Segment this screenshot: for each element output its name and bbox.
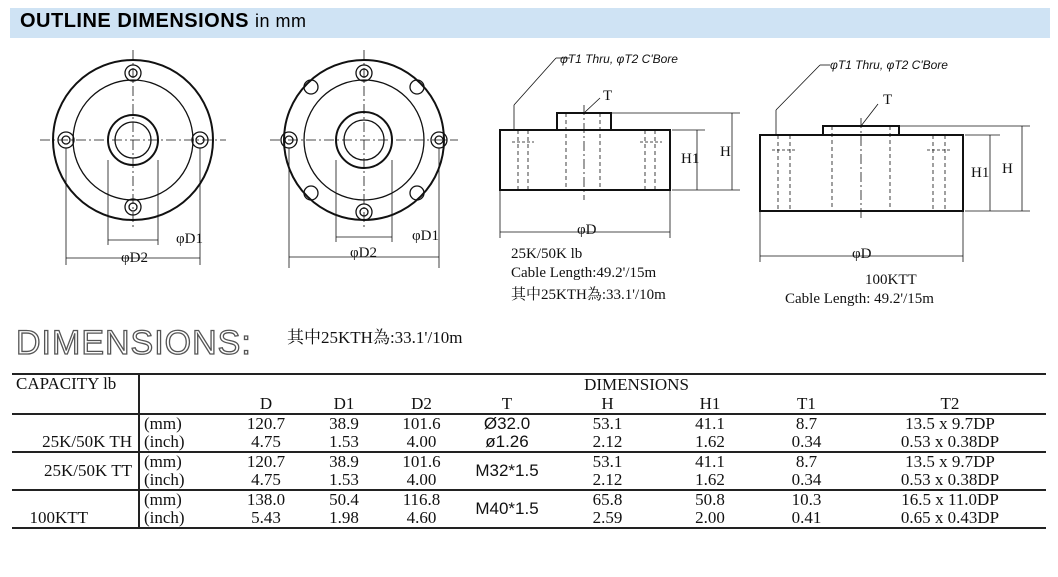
value-cell: 2.12: [592, 432, 623, 451]
model-cell: 100KTT: [12, 490, 139, 528]
value-cell: 10.3: [791, 490, 822, 509]
value-cell: 120.7: [246, 452, 286, 471]
column-header-row: [12, 394, 1046, 414]
h-label: H: [1002, 161, 1013, 177]
h1-label: H1: [681, 151, 700, 167]
value-cell: 4.60: [406, 508, 437, 527]
value-cell: 38.9: [329, 414, 359, 433]
value-cell: 2.00: [695, 508, 725, 527]
value-cell: 1.62: [695, 432, 725, 451]
value-cell: 101.6: [402, 414, 441, 433]
value-cell: 101.6: [402, 452, 441, 471]
value-cell: 16.5 x 11.0DP: [901, 490, 999, 509]
value-cell: 53.1: [592, 414, 623, 433]
value-cell: 53.1: [592, 452, 623, 471]
value-cell: 41.1: [695, 414, 725, 433]
value-cell: Ø32.0: [483, 414, 531, 433]
counterbore-hole: [304, 80, 318, 94]
d1-label: φD1: [176, 231, 203, 247]
value-cell: 1.62: [695, 470, 725, 489]
column-header: T2: [940, 393, 960, 413]
unit-label: in mm: [255, 11, 307, 31]
table-header-row: [12, 374, 1046, 394]
column-header: D: [259, 393, 273, 413]
value-cell: M32*1.5: [475, 461, 539, 480]
unit-inch: (inch): [144, 508, 185, 527]
unit-mm: (mm): [144, 452, 182, 471]
table-row: [12, 414, 1046, 433]
column-header: T: [501, 393, 513, 413]
side2-note-cable: Cable Length: 49.2'/15m: [785, 291, 934, 307]
value-cell: 0.65 x 0.43DP: [900, 508, 1000, 527]
dimensions-heading: DIMENSIONS:: [16, 324, 252, 362]
unit-inch: (inch): [144, 432, 185, 451]
value-cell: 5.43: [251, 508, 281, 527]
side-view-25k: [500, 58, 740, 238]
column-header: D2: [411, 393, 432, 413]
column-header: H1: [699, 393, 721, 413]
value-cell: 138.0: [246, 490, 286, 509]
table-row: [12, 433, 1046, 452]
value-cell: 41.1: [695, 452, 725, 471]
value-cell: 8.7: [795, 414, 818, 433]
value-cell: 4.75: [251, 432, 281, 451]
value-cell: 8.7: [795, 452, 818, 471]
value-cell: 0.34: [791, 432, 822, 451]
value-cell: 0.41: [791, 508, 822, 527]
side1-note-25kth: 其中25KTH為:33.1'/10m: [511, 287, 666, 303]
column-header: D1: [333, 393, 355, 413]
side1-note-cable: Cable Length:49.2'/15m: [511, 265, 657, 281]
cable-note: 其中25KTH為:33.1'/10m: [287, 328, 463, 347]
unit-mm: (mm): [144, 490, 182, 509]
value-cell: 1.53: [329, 470, 359, 489]
value-cell: 50.4: [329, 490, 359, 509]
value-cell: 2.12: [592, 470, 623, 489]
d-label: φD: [577, 222, 597, 238]
side2-note-model: 100KTT: [865, 272, 917, 288]
value-cell: 4.00: [406, 470, 437, 489]
value-cell: 4.75: [251, 470, 281, 489]
counterbore-hole: [410, 80, 424, 94]
column-header: T1: [797, 393, 816, 413]
value-cell: 0.34: [791, 470, 822, 489]
value-cell: 0.53 x 0.38DP: [900, 470, 1000, 489]
d1-label: φD1: [412, 228, 439, 244]
dimensions-table: [12, 373, 1046, 529]
d2-label: φD2: [121, 250, 148, 266]
value-cell: 1.53: [329, 432, 359, 451]
t-label: T: [603, 88, 613, 104]
page-title: OUTLINE DIMENSIONS in mm: [20, 10, 307, 32]
d-label: φD: [852, 246, 872, 262]
model-cell: 25K/50K TH: [12, 414, 139, 452]
dimensions-group-header: DIMENSIONS: [584, 374, 689, 394]
thru-label: φT1 Thru, φT2 C'Bore: [560, 52, 678, 66]
value-cell: M40*1.5: [475, 499, 539, 518]
value-cell: 50.8: [695, 490, 725, 509]
thru-label: φT1 Thru, φT2 C'Bore: [830, 58, 948, 72]
value-cell: 1.98: [329, 508, 359, 527]
table-row: [12, 452, 1046, 471]
counterbore-hole: [304, 186, 318, 200]
value-cell: 65.8: [592, 490, 623, 509]
value-cell: 0.53 x 0.38DP: [900, 432, 1000, 451]
counterbore-hole: [410, 186, 424, 200]
table-row: [12, 490, 1046, 509]
unit-mm: (mm): [144, 414, 182, 433]
column-header: H: [601, 393, 614, 413]
d2-label: φD2: [350, 245, 377, 261]
value-cell: 4.00: [406, 432, 437, 451]
value-cell: 120.7: [246, 414, 286, 433]
value-cell: 13.5 x 9.7DP: [905, 414, 995, 433]
unit-inch: (inch): [144, 470, 185, 489]
capacity-header: CAPACITY lb: [12, 374, 139, 414]
side-view-100k: [760, 65, 1030, 262]
t-label: T: [883, 92, 893, 108]
h-label: H: [720, 144, 731, 160]
value-cell: 2.59: [592, 508, 623, 527]
side1-note-model: 25K/50K lb: [511, 246, 583, 262]
value-cell: 116.8: [402, 490, 441, 509]
model-cell: 25K/50K TT: [12, 452, 139, 490]
value-cell: 13.5 x 9.7DP: [905, 452, 995, 471]
value-cell: 38.9: [329, 452, 359, 471]
h1-label: H1: [971, 165, 990, 181]
value-cell: ø1.26: [485, 432, 529, 451]
